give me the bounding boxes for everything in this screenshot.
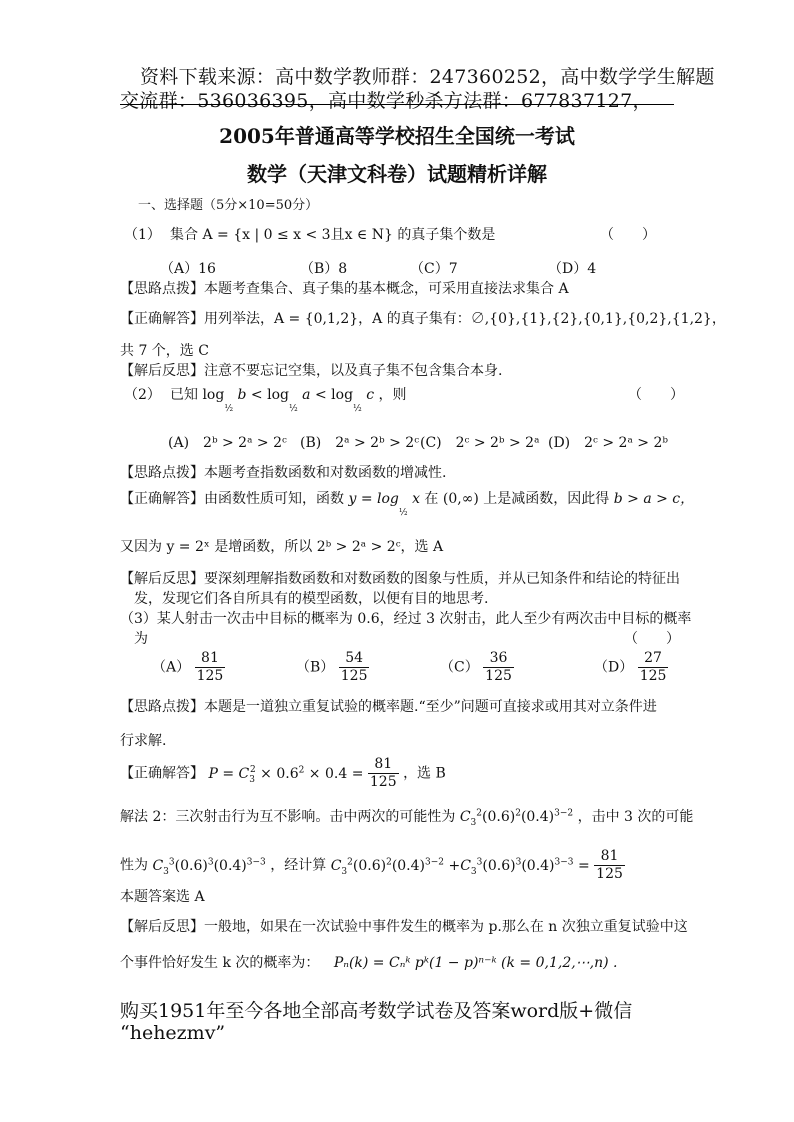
q3-two-hit-expression: $C_3^2(0.6)^2(0.4)^{3-2}$ [459,808,574,828]
q3-sum-expression: $C_3^2(0.6)^2(0.4)^{3-2} +C_3^3(0.6)^3(0.4)^{3-3}$ = [330,856,590,877]
q1-option-b: （B）8 [300,261,348,277]
exam-title: 2005年普通高等学校招生全国统一考试 [219,124,575,148]
q1-option-c: （C）7 [410,261,458,277]
q3-answer-pre: 【正确解答】 [120,765,204,782]
q2-interval: (0,∞) [442,491,479,507]
q3-method2-b: ，击中 3 次的可能 [577,809,694,825]
q2-option-d: (D) 2ᶜ > 2ᵃ > 2ᵇ [548,435,668,451]
header-line-2: 交流群：536036395，高中数学秒杀方法群：677837127， [120,90,652,112]
section-heading: 一、选择题（5分×10=50分） [138,198,319,213]
q3-hint-2: 行求解. [120,733,167,749]
q2-stem-pre: 已知 [170,387,198,403]
q3-method2-line1 [120,806,693,828]
q2-answer-post: 上是减函数，因此得 [483,491,610,507]
q2-answer-cont: 又因为 y = 2ˣ 是增函数，所以 2ᵇ > 2ᵃ > 2ᶜ，选 A [120,539,444,555]
exam-subtitle: 数学（天津文科卷）试题精析详解 [247,162,547,186]
q3-reflection-2-text: 个事件恰好发生 k 次的概率为： [120,955,320,971]
q3-reflection-2 [120,952,618,972]
q2-answer-end: b > a > c， [613,491,695,507]
q3-option-a-num: 81 [195,650,226,668]
q1-answer-blank: （ ） [600,227,656,243]
q3-method2-d: ，经计算 [270,857,327,874]
q3-option-c [440,650,514,685]
q3-option-c-num: 36 [483,650,514,668]
q3-hint-1: 【思路点拨】本题是一道独立重复试验的概率题.“至少”问题可直接求或用其对立条件进 [120,699,657,715]
header-line-1: 资料下载来源：高中数学教师群：247360252，高中数学学生解题 [140,66,715,88]
q2-number: （2） [124,387,161,403]
q3-option-b-fraction [339,650,370,685]
q1-option-a: （A）16 [160,261,216,277]
q1-number: （1） [124,227,161,243]
q1-option-d: （D）4 [548,261,597,277]
q3-answer-choice: ，选 B [403,765,446,782]
q2-stem-post: ，则 [378,387,407,403]
q3-three-hit-expression: $C_3^3(0.6)^3(0.4)^{3-3}$ [152,856,266,877]
q3-stem-2: 为 [134,631,148,647]
q3-option-b-den: 125 [340,668,368,684]
q2-stem [170,384,407,414]
q3-option-a-label: （A） [152,659,191,676]
q2-answer-mid: 在 [424,491,439,507]
q3-answer-fraction: $\frac{81}{125}$ [369,756,397,790]
q2-reflection-2: 发，发现它们各自所具有的模型函数，以便有目的地思考. [134,591,489,607]
q3-answer-formula: $P = C_3^2 \times 0.6^2 \times 0.4$ = [208,764,364,785]
q1-answer-cont: 共 7 个，选 C [120,343,209,359]
q3-option-d-fraction [638,650,669,685]
q3-option-d-label: （D） [594,659,634,676]
q3-option-c-den: 125 [485,668,512,684]
q3-option-d-num: 27 [638,650,669,668]
q3-answer-blank: （ ） [624,631,680,647]
q1-reflection: 【解后反思】注意不要忘记空集，以及真子集不包含集合本身. [120,363,503,379]
q3-conclusion: 本题答案选 A [120,889,205,905]
q3-option-a [152,650,225,685]
q3-option-a-fraction [195,650,226,685]
q3-sum-fraction: $\frac{81}{125}$ [596,848,623,882]
q2-log-inequality: $\log_{\frac{1}{2}} b < \log_{\frac{1}{2}} a < \log_{\frac{1}{2}} c$ [202,387,375,414]
q2-log-function: $y = \log_{\frac{1}{2}} x$ [348,491,420,518]
q3-option-b-num: 54 [339,650,370,668]
q3-option-b [296,650,369,685]
q2-reflection-1: 【解后反思】要深刻理解指数函数和对数函数的图象与性质，并从已知条件和结论的特征出 [120,571,680,587]
q2-option-a: (A) 2ᵇ > 2ᵃ > 2ᶜ [168,435,287,451]
q1-hint: 【思路点拨】本题考查集合、真子集的基本概念，可采用直接法求集合 A [120,281,569,297]
q2-answer [120,488,694,518]
q3-method2-line2 [120,848,625,883]
header-divider [120,104,674,105]
q3-option-b-label: （B） [296,659,335,676]
q3-option-d-den: 125 [639,668,667,684]
footer-line-2: “hehezmv” [120,1022,226,1044]
footer-line-1: 购买1951年至今各地全部高考数学试卷及答案word版+微信 [120,1000,633,1022]
q2-answer-blank: （ ） [628,387,684,403]
q3-stem-1: （3）某人射击一次击中目标的概率为 0.6，经过 3 次射击，此人至少有两次击中目标的概率 [120,611,692,627]
q3-answer [120,756,446,791]
q3-option-a-den: 125 [196,668,224,684]
q2-hint: 【思路点拨】本题考查指数函数和对数函数的增减性. [120,465,447,481]
q3-method2-c: 性为 [120,857,148,874]
q3-binomial-formula: Pₙ(k) = Cₙᵏ pᵏ(1 − p)ⁿ⁻ᵏ (k = 0,1,2,⋯,n) . [333,955,618,971]
q3-reflection-1: 【解后反思】一般地，如果在一次试验中事件发生的概率为 p.那么在 n 次独立重复试验中这 [120,919,688,935]
q1-stem: 集合 A = {x | 0 ≤ x < 3且x ∈ N} 的真子集个数是 [170,227,496,243]
q3-option-c-label: （C） [440,659,479,676]
q3-method2-a: 解法 2：三次射击行为互不影响。击中两次的可能性为 [120,809,456,825]
q3-option-c-fraction [483,650,514,685]
q2-answer-pre: 【正确解答】由函数性质可知，函数 [120,491,344,507]
q2-option-c: (C) 2ᶜ > 2ᵇ > 2ᵃ [420,435,540,451]
q1-answer: 【正确解答】用列举法，A = {0,1,2}，A 的真子集有：∅,{0},{1},{2},{0,1},{0,2},{1,2}， [120,311,726,327]
q3-option-d [594,650,668,685]
q2-option-b: (B) 2ᵃ > 2ᵇ > 2ᶜ [300,435,420,451]
